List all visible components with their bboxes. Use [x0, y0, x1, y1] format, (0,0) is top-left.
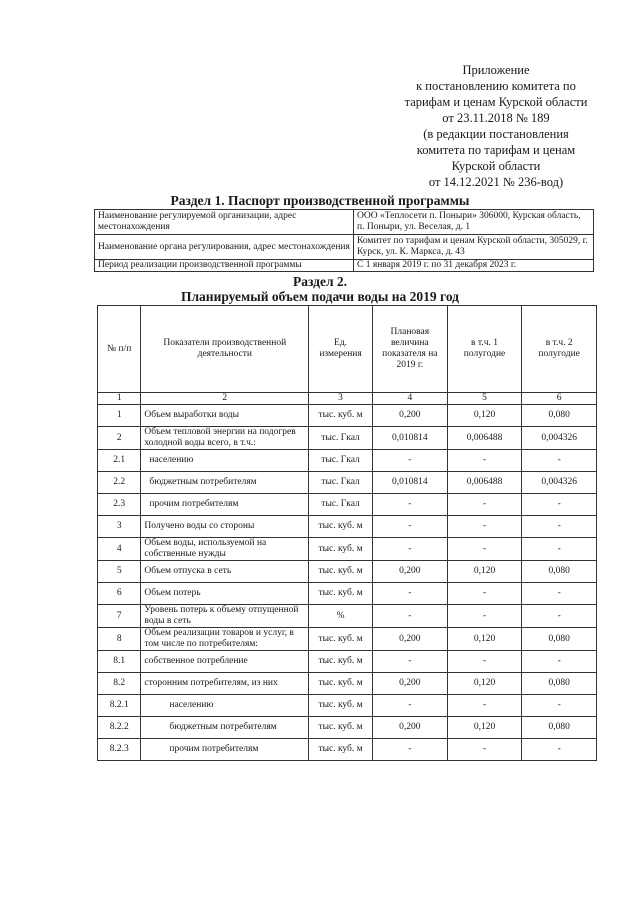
row-unit: тыс. Гкал	[309, 472, 373, 494]
row-half1: -	[447, 739, 522, 761]
row-half1: -	[447, 605, 522, 628]
row-unit: тыс. куб. м	[309, 739, 373, 761]
passport-label: Период реализации производственной программы	[95, 260, 354, 272]
index-cell: 3	[309, 393, 373, 405]
section1-title: Раздел 1. Паспорт производственной программы	[170, 193, 470, 208]
row-unit: тыс. Гкал	[309, 450, 373, 472]
appendix-line: (в редакции постановления	[423, 127, 569, 141]
row-plan: -	[372, 739, 447, 761]
row-plan: -	[372, 695, 447, 717]
row-half2: 0,080	[522, 405, 597, 427]
table-row	[98, 494, 597, 516]
row-half1: -	[447, 538, 522, 561]
plan-table	[97, 305, 597, 761]
row-half2: -	[522, 739, 597, 761]
table-row	[98, 673, 597, 695]
appendix-line: Курской области	[451, 159, 541, 173]
plan-index-row	[98, 393, 597, 405]
row-num: 2.2	[98, 472, 141, 494]
row-half2: -	[522, 516, 597, 538]
passport-label: Наименование регулируемой организации, адрес местонахождения	[95, 210, 354, 235]
row-unit: тыс. куб. м	[309, 405, 373, 427]
row-half1: 0,006488	[447, 427, 522, 450]
row-indicator: бюджетным потребителям	[141, 717, 309, 739]
row-half1: -	[447, 583, 522, 605]
plan-header-row	[98, 306, 597, 393]
appendix-block	[372, 62, 620, 190]
row-num: 8.2.1	[98, 695, 141, 717]
table-row	[98, 538, 597, 561]
row-num: 5	[98, 561, 141, 583]
row-plan: -	[372, 651, 447, 673]
row-half1: 0,120	[447, 717, 522, 739]
index-cell: 5	[447, 393, 522, 405]
row-unit: тыс. куб. м	[309, 695, 373, 717]
row-indicator: Объем тепловой энергии на подогрев холодной воды всего, в т.ч.:	[141, 427, 309, 450]
appendix-line: к постановлению комитета по	[416, 79, 576, 93]
row-num: 7	[98, 605, 141, 628]
passport-row	[95, 210, 594, 235]
row-half2: 0,080	[522, 628, 597, 651]
row-half1: 0,120	[447, 673, 522, 695]
table-row	[98, 516, 597, 538]
row-num: 3	[98, 516, 141, 538]
row-num: 8.1	[98, 651, 141, 673]
index-cell: 4	[372, 393, 447, 405]
row-unit: тыс. Гкал	[309, 494, 373, 516]
row-unit: тыс. куб. м	[309, 717, 373, 739]
row-half2: -	[522, 583, 597, 605]
row-num: 4	[98, 538, 141, 561]
table-row	[98, 739, 597, 761]
table-row	[98, 427, 597, 450]
row-plan: 0,010814	[372, 472, 447, 494]
row-unit: тыс. куб. м	[309, 673, 373, 695]
appendix-line: от 23.11.2018 № 189	[442, 111, 550, 125]
row-unit: тыс. куб. м	[309, 651, 373, 673]
row-indicator: Объем выработки воды	[141, 405, 309, 427]
table-row	[98, 605, 597, 628]
header-half2: в т.ч. 2 полугодие	[522, 306, 597, 393]
appendix-line: от 14.12.2021 № 236-вод)	[428, 175, 564, 189]
passport-value: С 1 января 2019 г. по 31 декабря 2023 г.	[354, 260, 594, 272]
row-half1: 0,006488	[447, 472, 522, 494]
row-half2: -	[522, 651, 597, 673]
row-plan: -	[372, 516, 447, 538]
table-row	[98, 472, 597, 494]
appendix-line: тарифам и ценам Курской области	[404, 95, 588, 109]
passport-value: ООО «Теплосети п. Поныри» 306000, Курская область, п. Поныри, ул. Веселая, д. 1	[354, 210, 594, 235]
row-num: 2.3	[98, 494, 141, 516]
row-plan: -	[372, 538, 447, 561]
row-indicator: прочим потребителям	[141, 739, 309, 761]
row-half2: -	[522, 450, 597, 472]
appendix-line: комитета по тарифам и ценам	[416, 143, 576, 157]
row-indicator: бюджетным потребителям	[141, 472, 309, 494]
row-indicator: Объем отпуска в сеть	[141, 561, 309, 583]
row-num: 8.2.3	[98, 739, 141, 761]
row-plan: 0,200	[372, 628, 447, 651]
row-half2: 0,004326	[522, 427, 597, 450]
row-plan: 0,010814	[372, 427, 447, 450]
row-plan: -	[372, 605, 447, 628]
row-unit: тыс. Гкал	[309, 427, 373, 450]
passport-label: Наименование органа регулирования, адрес местонахождения	[95, 235, 354, 260]
header-indicator: Показатели производственной деятельности	[141, 306, 309, 393]
table-row	[98, 695, 597, 717]
row-half1: 0,120	[447, 561, 522, 583]
row-num: 8.2.2	[98, 717, 141, 739]
row-indicator: Объем воды, используемой на собственные нужды	[141, 538, 309, 561]
row-half2: -	[522, 605, 597, 628]
row-indicator: населению	[141, 695, 309, 717]
table-row	[98, 405, 597, 427]
row-half2: 0,080	[522, 561, 597, 583]
row-num: 2.1	[98, 450, 141, 472]
row-half2: 0,080	[522, 673, 597, 695]
header-plan: Плановая величина показателя на 2019 г.	[372, 306, 447, 393]
row-half2: -	[522, 538, 597, 561]
row-plan: -	[372, 494, 447, 516]
row-plan: -	[372, 450, 447, 472]
row-plan: 0,200	[372, 561, 447, 583]
table-row	[98, 651, 597, 673]
appendix-line: Приложение	[462, 63, 530, 77]
row-indicator: Получено воды со стороны	[141, 516, 309, 538]
row-indicator: сторонним потребителям, из них	[141, 673, 309, 695]
row-half2: -	[522, 494, 597, 516]
row-half2: 0,080	[522, 717, 597, 739]
passport-value: Комитет по тарифам и ценам Курской области, 305029, г. Курск, ул. К. Маркса, д. 43	[354, 235, 594, 260]
row-indicator: Объем реализации товаров и услуг, в том числе по потребителям:	[141, 628, 309, 651]
row-half1: 0,120	[447, 628, 522, 651]
row-unit: тыс. куб. м	[309, 628, 373, 651]
row-plan: 0,200	[372, 405, 447, 427]
row-half1: -	[447, 494, 522, 516]
header-num: № п/п	[98, 306, 141, 393]
section2-title: Раздел 2.	[292, 274, 348, 289]
section2-subtitle: Планируемый объем подачи воды на 2019 год	[180, 289, 460, 304]
table-row	[98, 583, 597, 605]
index-cell: 1	[98, 393, 141, 405]
row-num: 8	[98, 628, 141, 651]
header-half1: в т.ч. 1 полугодие	[447, 306, 522, 393]
row-half1: -	[447, 651, 522, 673]
row-plan: -	[372, 583, 447, 605]
row-indicator: населению	[141, 450, 309, 472]
row-half2: -	[522, 695, 597, 717]
row-half2: 0,004326	[522, 472, 597, 494]
passport-table	[94, 209, 594, 272]
row-half1: -	[447, 450, 522, 472]
row-plan: 0,200	[372, 717, 447, 739]
row-plan: 0,200	[372, 673, 447, 695]
row-num: 1	[98, 405, 141, 427]
table-row	[98, 717, 597, 739]
table-row	[98, 450, 597, 472]
row-unit: тыс. куб. м	[309, 561, 373, 583]
plan-body	[98, 405, 597, 761]
row-unit: тыс. куб. м	[309, 538, 373, 561]
table-row	[98, 561, 597, 583]
index-cell: 6	[522, 393, 597, 405]
row-unit: %	[309, 605, 373, 628]
table-row	[98, 628, 597, 651]
row-unit: тыс. куб. м	[309, 583, 373, 605]
row-indicator: Объем потерь	[141, 583, 309, 605]
passport-row	[95, 260, 594, 272]
row-indicator: прочим потребителям	[141, 494, 309, 516]
index-cell: 2	[141, 393, 309, 405]
row-num: 2	[98, 427, 141, 450]
passport-row	[95, 235, 594, 260]
row-unit: тыс. куб. м	[309, 516, 373, 538]
row-num: 8.2	[98, 673, 141, 695]
row-half1: 0,120	[447, 405, 522, 427]
row-indicator: собственное потребление	[141, 651, 309, 673]
row-half1: -	[447, 516, 522, 538]
header-unit: Ед. измерения	[309, 306, 373, 393]
row-num: 6	[98, 583, 141, 605]
row-half1: -	[447, 695, 522, 717]
row-indicator: Уровень потерь к объему отпущенной воды в сеть	[141, 605, 309, 628]
